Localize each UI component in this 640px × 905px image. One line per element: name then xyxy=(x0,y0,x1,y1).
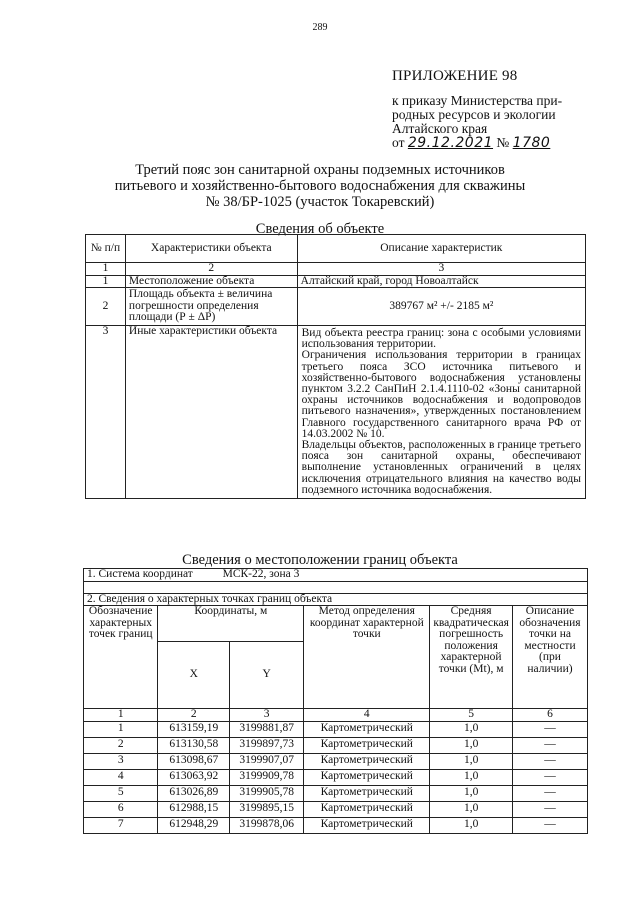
point-y: 3199907,07 xyxy=(230,753,304,769)
header-point: Обозначение характерных точек границ xyxy=(84,606,158,709)
table-row xyxy=(84,785,588,801)
point-x: 612988,15 xyxy=(158,801,230,817)
boundary-points-table xyxy=(83,568,588,834)
point-method: Картометрический xyxy=(304,753,430,769)
table-row xyxy=(84,769,588,785)
object-table-header-row xyxy=(86,235,586,263)
document-title: Третий пояс зон санитарной охраны подземных источников питьевого и хозяйственно-бытового водоснабжения для скважины № 38/БР-1025 (участок Токаревский) xyxy=(114,162,526,210)
row-characteristic: Площадь объекта ± величина погрешности определения площади (Р ± ΔР) xyxy=(125,288,297,326)
point-mt: 1,0 xyxy=(430,753,513,769)
point-method: Картометрический xyxy=(304,737,430,753)
point-x: 613026,89 xyxy=(158,785,230,801)
col-number: 3 xyxy=(297,263,585,276)
point-x: 613063,92 xyxy=(158,769,230,785)
header-description: Описание характеристик xyxy=(297,235,585,263)
object-info-table xyxy=(85,234,586,499)
point-marker: — xyxy=(512,721,587,737)
point-marker: — xyxy=(512,753,587,769)
point-mt: 1,0 xyxy=(430,785,513,801)
description-paragraph: Владельцы объектов, расположенных в границе третьего пояса зон санитарной охраны, обеспечивают выполнение установленных ограничений в целях исключения отрицательного влияния на качество воды подземного источника водоснабжения. xyxy=(301,439,581,496)
row-characteristic: Иные характеристики объекта xyxy=(125,326,297,499)
order-number-label: № xyxy=(496,135,510,150)
table-row xyxy=(84,753,588,769)
row-description: Алтайский край, город Новоалтайск xyxy=(297,275,585,288)
col-number: 2 xyxy=(125,263,297,276)
object-info-title: Сведения об объекте xyxy=(255,221,385,237)
coord-system-row xyxy=(84,569,588,582)
boundary-info-title: Сведения о местоположении границ объекта xyxy=(182,552,458,568)
spacer-row xyxy=(84,581,588,593)
order-line-3: Алтайского края xyxy=(392,121,488,136)
order-from-label: от xyxy=(392,135,405,150)
point-mt: 1,0 xyxy=(430,737,513,753)
point-y: 3199897,73 xyxy=(230,737,304,753)
point-method: Картометрический xyxy=(304,721,430,737)
description-paragraph: Вид объекта реестра границ: зона с особыми условиями использования территории. xyxy=(301,327,581,351)
point-y: 3199909,78 xyxy=(230,769,304,785)
row-description: 389767 м² +/- 2185 м² xyxy=(297,288,585,326)
header-method: Метод определения координат характерной точки xyxy=(304,606,430,709)
point-marker: — xyxy=(512,737,587,753)
table-row xyxy=(84,737,588,753)
header-marker: Описание обозначения точки на местности (при наличии) xyxy=(512,606,587,709)
table-row xyxy=(84,801,588,817)
point-id: 7 xyxy=(84,817,158,833)
header-coords: Координаты, м xyxy=(158,606,304,642)
point-y: 3199895,15 xyxy=(230,801,304,817)
col-number: 3 xyxy=(230,709,304,722)
point-mt: 1,0 xyxy=(430,769,513,785)
table-row xyxy=(86,275,586,288)
point-mt: 1,0 xyxy=(430,801,513,817)
point-method: Картометрический xyxy=(304,769,430,785)
point-id: 4 xyxy=(84,769,158,785)
header-error: Средняя квадратическая погрешность положения характерной точки (Mt), м xyxy=(430,606,513,709)
order-date-line xyxy=(392,136,588,150)
point-y: 3199881,87 xyxy=(230,721,304,737)
point-marker: — xyxy=(512,801,587,817)
order-line-2: родных ресурсов и экологии xyxy=(392,107,556,122)
points-label: 2. Сведения о характерных точках границ объекта xyxy=(84,593,588,606)
appendix-title: ПРИЛОЖЕНИЕ 98 xyxy=(392,68,518,84)
order-line-1: к приказу Министерства при- xyxy=(392,93,563,108)
point-marker: — xyxy=(512,769,587,785)
coord-system-label: 1. Система координат xyxy=(87,568,193,580)
point-id: 5 xyxy=(84,785,158,801)
row-num: 1 xyxy=(86,275,126,288)
row-num: 3 xyxy=(86,326,126,499)
col-number: 6 xyxy=(512,709,587,722)
col-number: 1 xyxy=(84,709,158,722)
point-id: 6 xyxy=(84,801,158,817)
order-reference xyxy=(392,94,588,150)
order-number: 1780 xyxy=(512,135,551,151)
point-x: 612948,29 xyxy=(158,817,230,833)
point-id: 3 xyxy=(84,753,158,769)
point-method: Картометрический xyxy=(304,785,430,801)
point-marker: — xyxy=(512,817,587,833)
col-number: 5 xyxy=(430,709,513,722)
point-marker: — xyxy=(512,785,587,801)
points-colnum-row xyxy=(84,709,588,722)
point-id: 1 xyxy=(84,721,158,737)
point-x: 613130,58 xyxy=(158,737,230,753)
table-row xyxy=(84,721,588,737)
header-y: Y xyxy=(230,642,304,709)
point-method: Картометрический xyxy=(304,817,430,833)
point-y: 3199878,06 xyxy=(230,817,304,833)
point-mt: 1,0 xyxy=(430,721,513,737)
table-row xyxy=(86,326,586,499)
header-num: № п/п xyxy=(86,235,126,263)
col-number: 2 xyxy=(158,709,230,722)
table-row xyxy=(86,288,586,326)
point-method: Картометрический xyxy=(304,801,430,817)
point-x: 613098,67 xyxy=(158,753,230,769)
object-table-colnum-row xyxy=(86,263,586,276)
col-number: 1 xyxy=(86,263,126,276)
header-x: X xyxy=(158,642,230,709)
table-row xyxy=(84,817,588,833)
row-description xyxy=(297,326,585,499)
point-mt: 1,0 xyxy=(430,817,513,833)
point-x: 613159,19 xyxy=(158,721,230,737)
header-characteristic: Характеристики объекта xyxy=(125,235,297,263)
coord-system-value: МСК-22, зона 3 xyxy=(222,568,300,580)
points-header-row xyxy=(84,606,588,642)
page-number: 289 xyxy=(312,22,328,33)
point-y: 3199905,78 xyxy=(230,785,304,801)
order-date: 29.12.2021 xyxy=(407,135,494,151)
points-label-row xyxy=(84,593,588,606)
description-paragraph: Ограничения использования территории в границах третьего пояса ЗСО источника питьевого и хозяйственно-бытового водоснабжения установлены пунктом 3.2.2 СанПиН 2.1.4.1110-02 «Зоны санитарной охраны источников водоснабжения и водопроводов питьевого назначения», утвержденных постановлением Главного государственного санитарного врача РФ от 14.03.2002 № 10. xyxy=(301,349,581,440)
point-id: 2 xyxy=(84,737,158,753)
col-number: 4 xyxy=(304,709,430,722)
row-num: 2 xyxy=(86,288,126,326)
row-characteristic: Местоположение объекта xyxy=(125,275,297,288)
